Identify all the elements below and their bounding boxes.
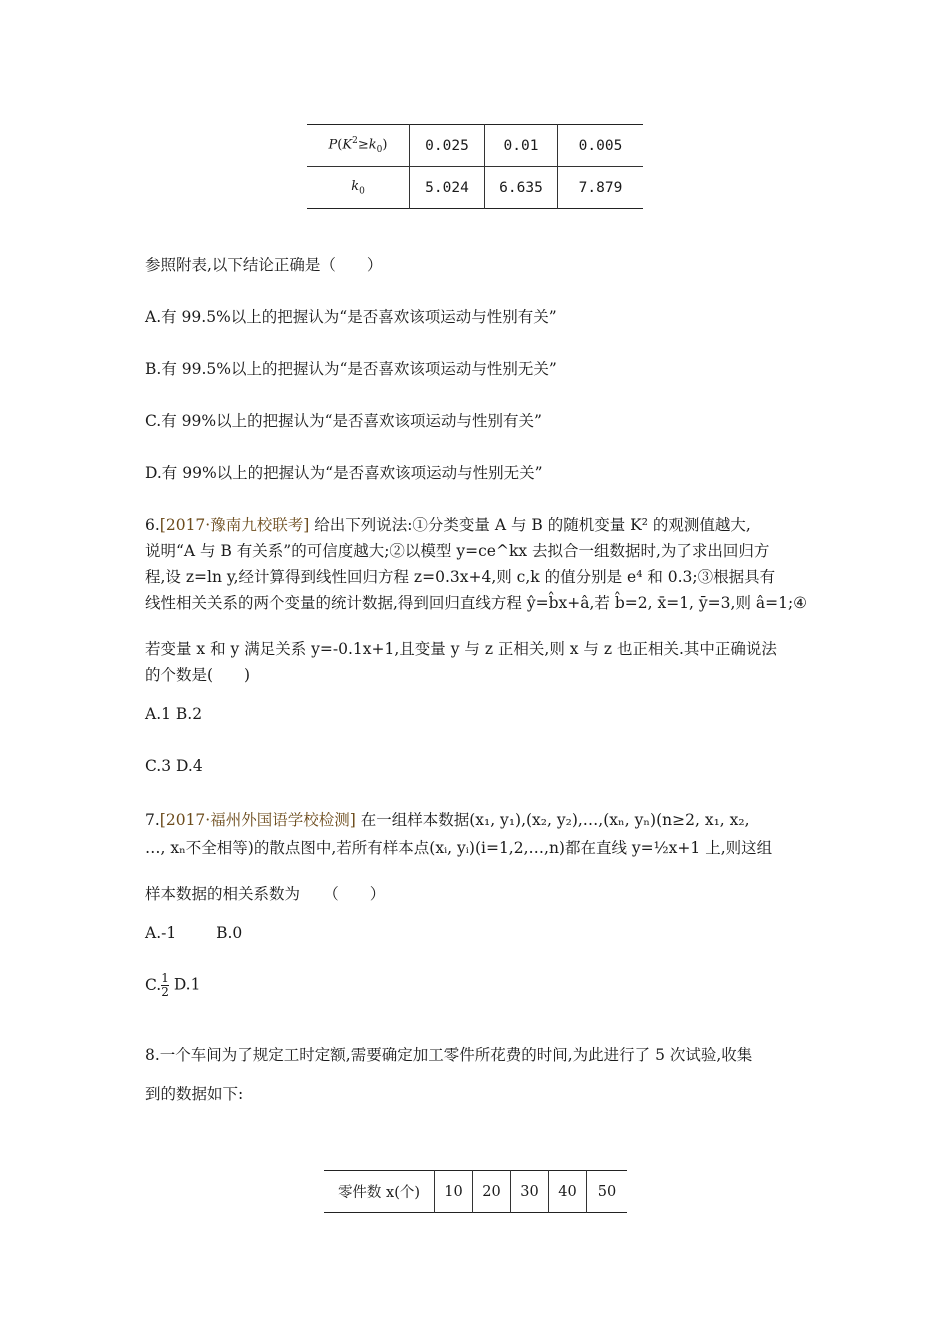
table-row-label: $k_0$ (351, 178, 365, 197)
question-6-options-2: C.3 D.4 (145, 757, 203, 775)
table-cell: 30 (511, 1171, 549, 1213)
question-8-line-1: 8.一个车间为了规定工时定额,需要确定加工零件所花费的时间,为此进行了 5 次试验,收集 (145, 1046, 753, 1064)
question-7-line-2: …, xₙ不全相等)的散点图中,若所有样本点(xᵢ, yᵢ)(i=1,2,…,n)都在直线 y=½x+1 上,则这组 (145, 839, 773, 857)
question-8-line-2: 到的数据如下: (145, 1085, 244, 1103)
parts-table (324, 1170, 627, 1213)
question-6-line-6: 的个数是( ) (145, 666, 251, 684)
question-6-line-4: 线性相关关系的两个变量的统计数据,得到回归直线方程 ŷ=b̂x+â,若 b̂=2, x̄=1, ȳ=3,则 â=1;④ (145, 594, 808, 612)
option-c: C. $\frac{1}{2}$ (145, 971, 169, 999)
option-b: B.0 (216, 924, 243, 942)
table-cell: 0.025 (410, 125, 485, 167)
table-cell: 5.024 (410, 167, 485, 209)
question-6-line-3: 程,设 z=ln y,经计算得到线性回归方程 z=0.3x+4,则 c,k 的值分别是 e⁴ 和 0.3;③根据具有 (145, 568, 776, 586)
question-7-options-1 (145, 924, 242, 942)
question-text: 给出下列说法:①分类变量 A 与 B 的随机变量 K² 的观测值越大, (314, 516, 751, 534)
table-cell: 10 (435, 1171, 473, 1213)
question-source: [2017·豫南九校联考] (159, 516, 310, 534)
question-number: 6. (145, 516, 160, 534)
option-b: B.有 99.5%以上的把握认为“是否喜欢该项运动与性别无关” (145, 360, 557, 378)
option-c: C.有 99%以上的把握认为“是否喜欢该项运动与性别有关” (145, 412, 542, 430)
table-row-label: 零件数 x(个) (337, 1185, 421, 1201)
question-6-line-1 (145, 513, 751, 535)
question-7-options-2 (145, 972, 200, 999)
question-6-line-5: 若变量 x 和 y 满足关系 y=-0.1x+1,且变量 y 与 z 正相关,则 x 与 z 也正相关.其中正确说法 (145, 640, 777, 658)
option-d: D.1 (173, 975, 201, 994)
table-cell: 40 (549, 1171, 587, 1213)
table-cell: 20 (473, 1171, 511, 1213)
question-number: 7. (145, 811, 160, 829)
question-source: [2017·福州外国语学校检测] (159, 811, 356, 829)
question-stem: 参照附表,以下结论正确是（ ） (145, 256, 383, 274)
table-cell: 50 (587, 1171, 628, 1213)
question-text: 在一组样本数据(x₁, y₁),(x₂, y₂),…,(xₙ, yₙ)(n≥2, x₁, x₂, (360, 811, 750, 829)
question-7-line-1 (145, 808, 750, 830)
probability-table (307, 124, 643, 209)
table-cell: 7.879 (558, 167, 644, 209)
question-6-line-2: 说明“A 与 B 有关系”的可信度越大;②以模型 y=ce^kx 去拟合一组数据时,为了求出回归方 (145, 542, 770, 560)
table-cell: 6.635 (485, 167, 558, 209)
table-cell: 0.01 (485, 125, 558, 167)
table-cell: 0.005 (558, 125, 644, 167)
question-7-line-3: 样本数据的相关系数为 （ ） (145, 885, 386, 903)
question-6-options-1: A.1 B.2 (145, 705, 203, 723)
option-a: A.有 99.5%以上的把握认为“是否喜欢该项运动与性别有关” (145, 308, 557, 326)
table-row-label: $P(K^2\ge k_0)$ (328, 136, 388, 155)
option-a: A.-1 (145, 924, 177, 942)
option-d: D.有 99%以上的把握认为“是否喜欢该项运动与性别无关” (145, 464, 543, 482)
